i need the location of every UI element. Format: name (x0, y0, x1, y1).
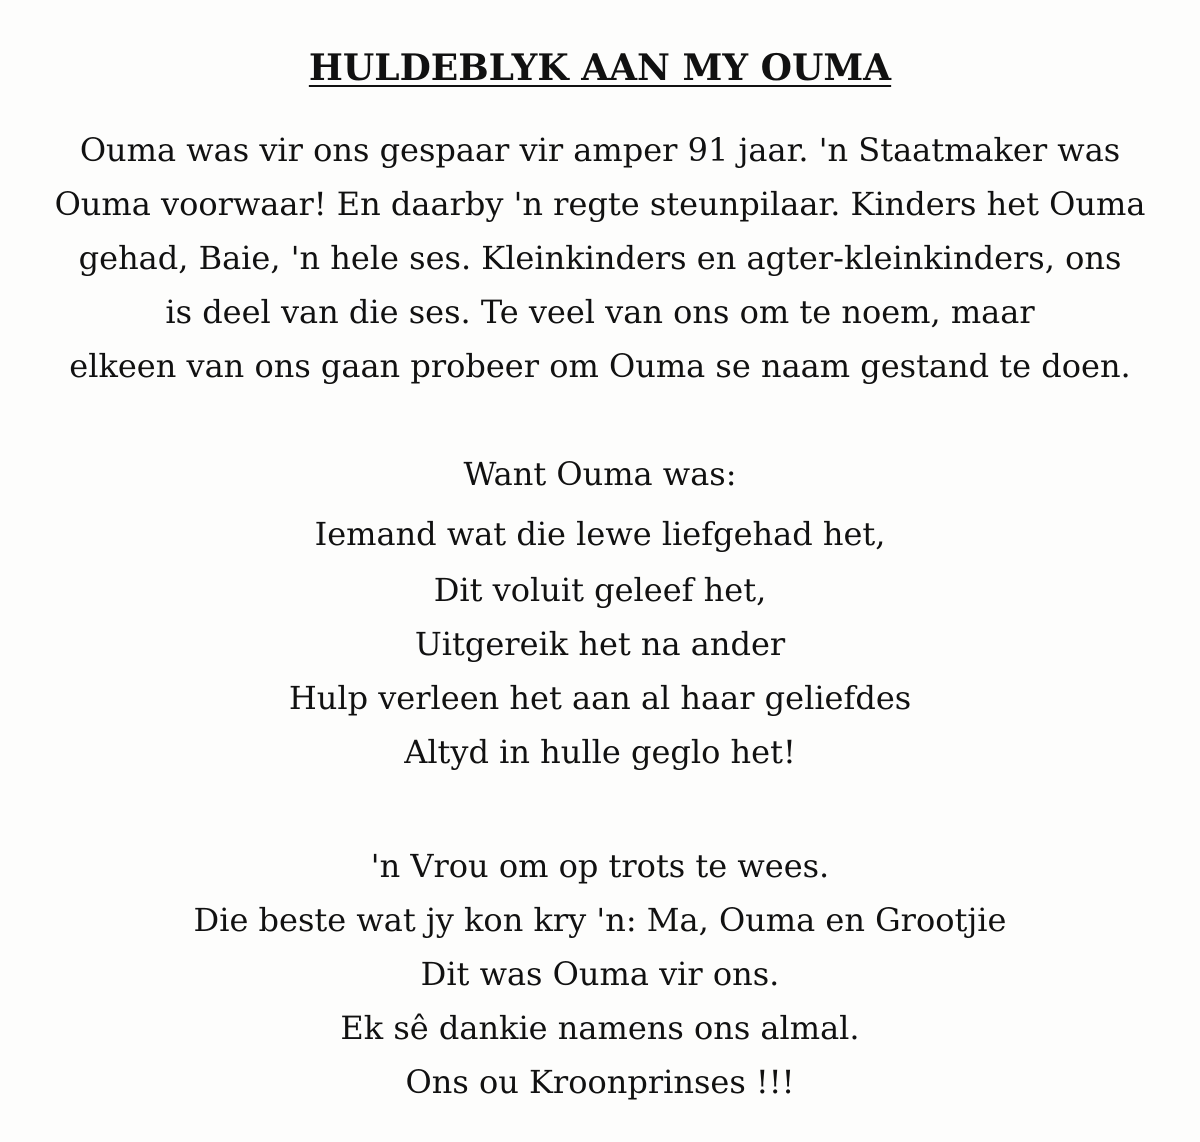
paragraph-line-2: Ouma voorwaar! En daarby 'n regte steunpilaar. Kinders het Ouma (54, 185, 1146, 223)
document-title-text: HULDEBLYK AAN MY OUMA (308, 47, 892, 89)
paragraph-line-5: elkeen van ons gaan probeer om Ouma se naam gestand te doen. (69, 347, 1131, 385)
stanza2-line-2: Die beste wat jy kon kry 'n: Ma, Ouma en Grootjie (193, 901, 1007, 939)
stanza1-line-3: Dit voluit geleef het, (433, 571, 767, 609)
stanza1-line-1: Want Ouma was: (463, 455, 737, 493)
stanza2-line-4: Ek sê dankie namens ons almal. (340, 1009, 860, 1047)
stanza1-line-6: Altyd in hulle geglo het! (404, 733, 796, 771)
stanza1-line-5: Hulp verleen het aan al haar geliefdes (288, 679, 912, 717)
stanza1-line-4: Uitgereik het na ander (414, 625, 786, 663)
stanza2-line-1: 'n Vrou om op trots te wees. (370, 847, 830, 885)
stanza1-line-2: Iemand wat die lewe liefgehad het, (314, 515, 886, 553)
paragraph-line-1: Ouma was vir ons gespaar vir amper 91 jaar. 'n Staatmaker was (79, 131, 1121, 169)
stanza2-line-3: Dit was Ouma vir ons. (420, 955, 780, 993)
paragraph-line-3: gehad, Baie, 'n hele ses. Kleinkinders en agter-kleinkinders, ons (78, 239, 1122, 277)
stanza2-line-5: Ons ou Kroonprinses !!! (405, 1063, 795, 1101)
document-title (0, 44, 1200, 92)
paragraph-line-4: is deel van die ses. Te veel van ons om te noem, maar (165, 293, 1035, 331)
